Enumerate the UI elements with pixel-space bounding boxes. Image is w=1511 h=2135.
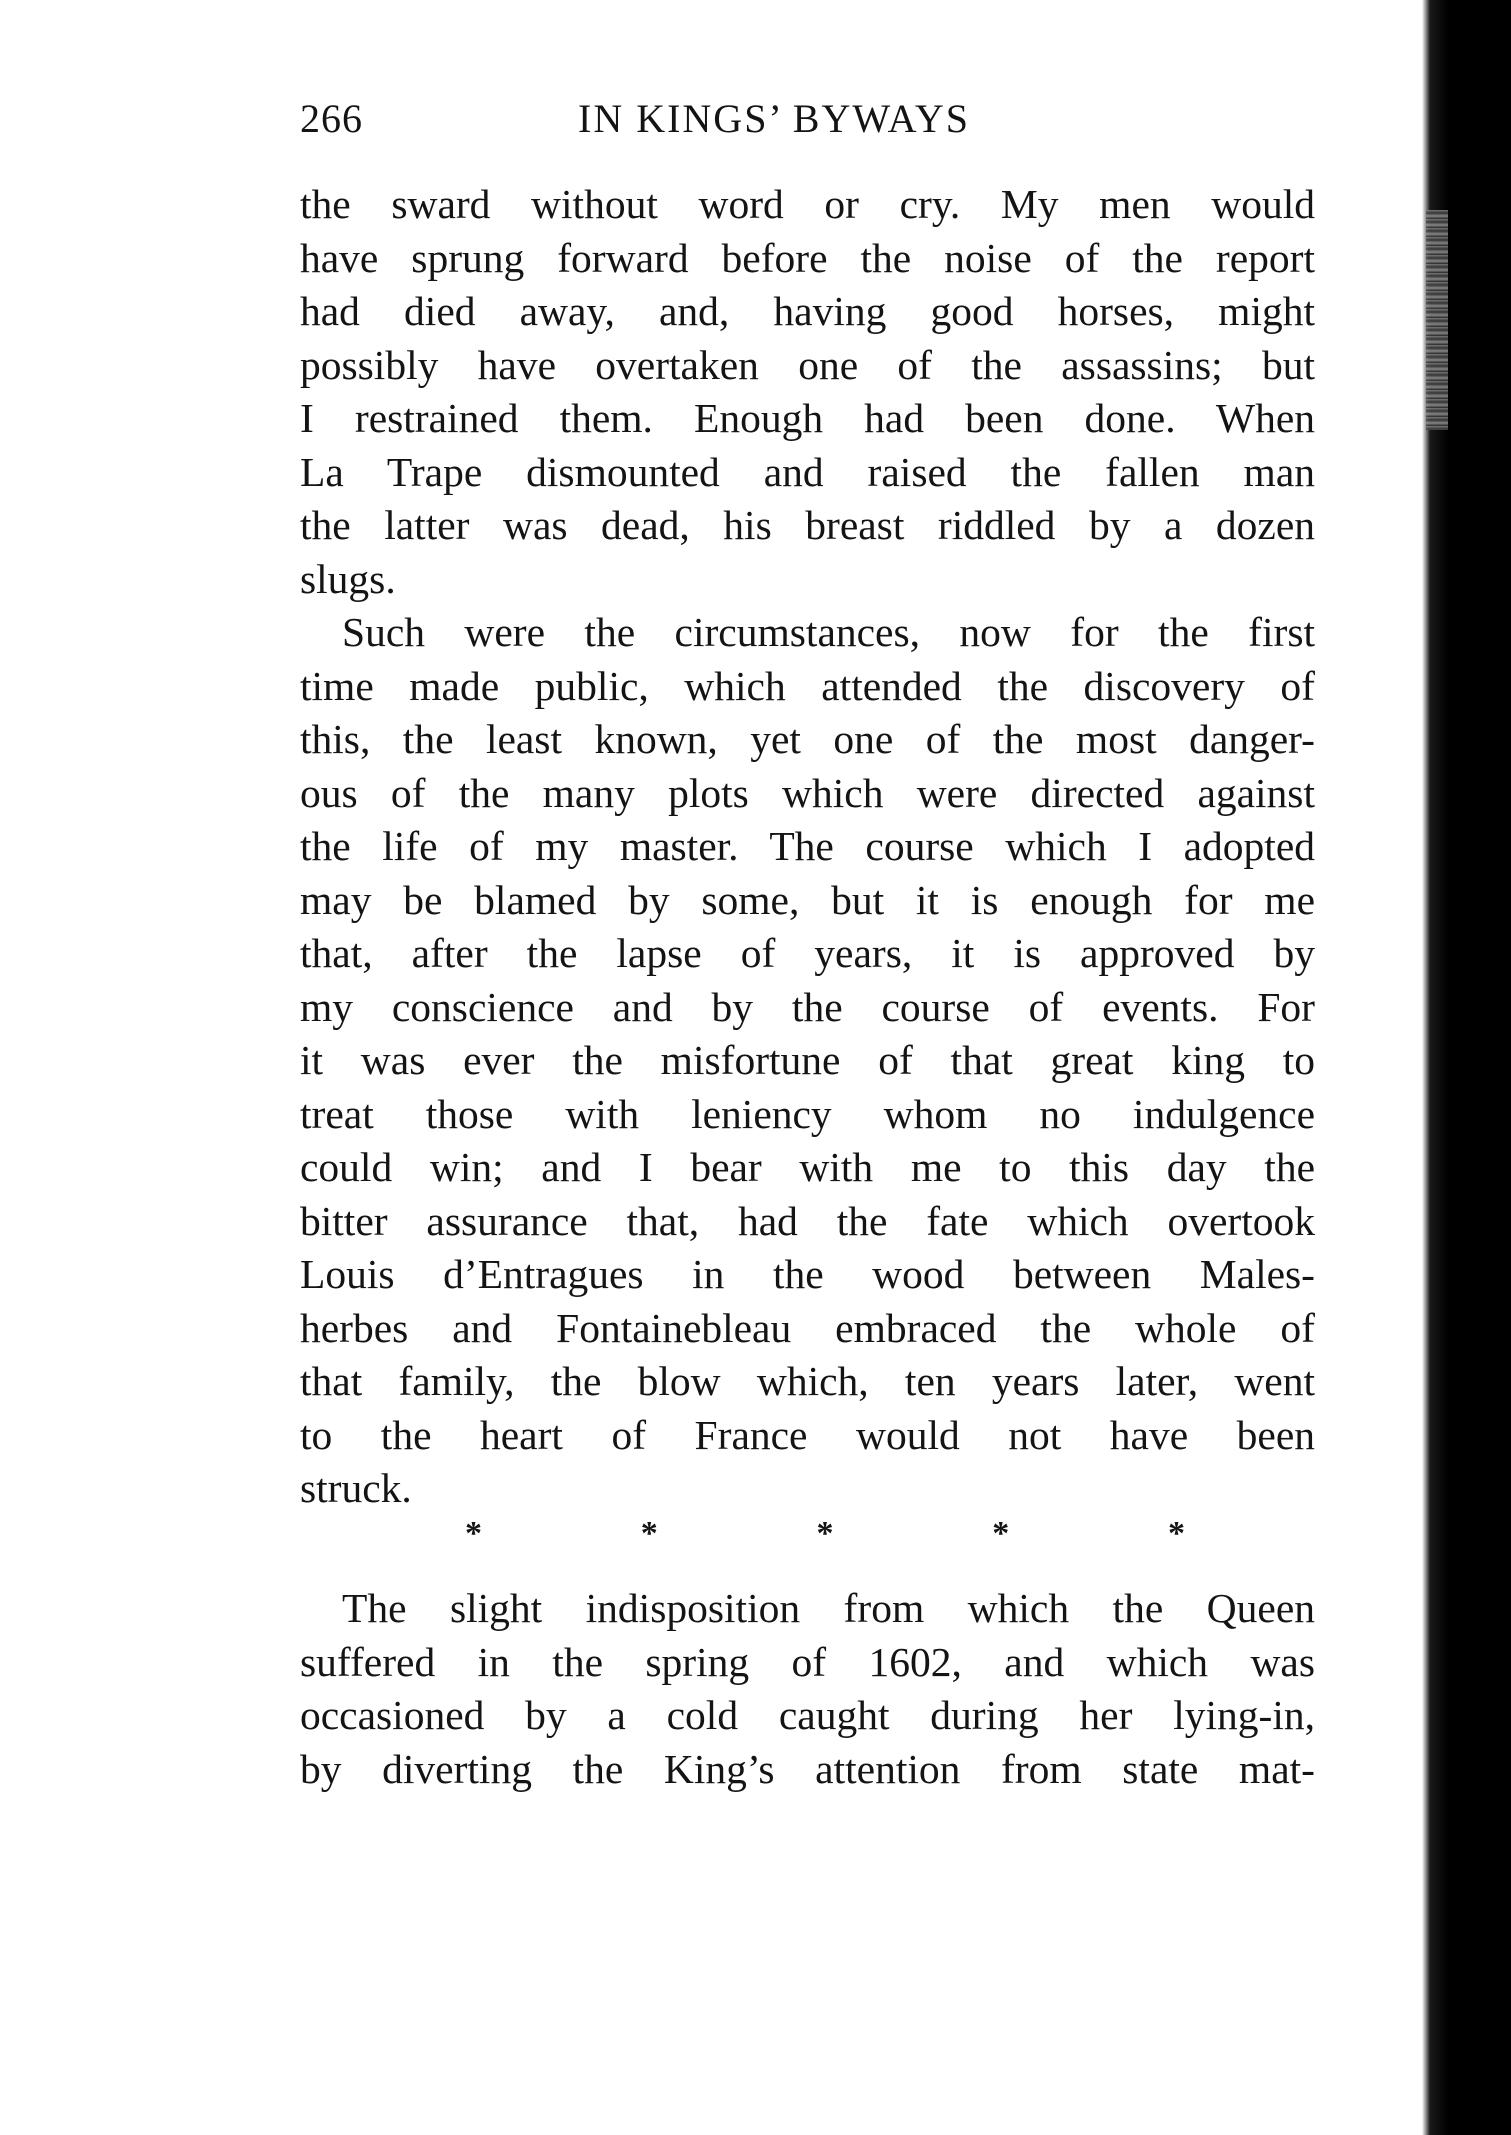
text-line: La Trape dismounted and raised the fallen man — [300, 448, 1315, 495]
separator-asterisk: * — [992, 1515, 1010, 1552]
text-line: time made public, which attended the discovery of — [300, 662, 1315, 709]
paragraph-1 — [300, 178, 1315, 606]
text-line: struck. — [300, 1465, 412, 1511]
separator-asterisk: * — [640, 1515, 658, 1552]
text-line: herbes and Fontainebleau embraced the whole of — [300, 1304, 1315, 1351]
body-text — [300, 178, 1315, 1516]
section-separator — [465, 1515, 1185, 1555]
running-head: IN KINGS’ BYWAYS — [578, 96, 971, 141]
page-header — [300, 95, 1320, 155]
text-line: that family, the blow which, ten years later, went — [300, 1358, 1315, 1404]
paragraph-2 — [300, 606, 1315, 1516]
separator-asterisk: * — [816, 1515, 834, 1552]
text-line: The slight indisposition from which the Queen — [342, 1585, 1315, 1631]
text-line: may be blamed by some, but it is enough for me — [300, 876, 1315, 923]
text-line: by diverting the King’s attention from state mat- — [300, 1745, 1315, 1792]
separator-asterisk: * — [1168, 1515, 1185, 1552]
text-line: that, after the lapse of years, it is approved by — [300, 930, 1315, 976]
separator-asterisk: * — [465, 1515, 482, 1552]
text-line: Such were the circumstances, now for the first — [342, 609, 1315, 655]
paragraph-3 — [300, 1582, 1315, 1796]
text-line: it was ever the misfortune of that great king to — [300, 1037, 1315, 1083]
text-line: had died away, and, having good horses, might — [300, 288, 1315, 334]
text-line: ous of the many plots which were directed against — [300, 769, 1315, 816]
text-line: to the heart of France would not have been — [300, 1411, 1315, 1458]
body-text-continued — [300, 1582, 1315, 1796]
text-line: bitter assurance that, had the fate which overtook — [300, 1197, 1315, 1244]
text-line: I restrained them. Enough had been done. When — [300, 395, 1315, 441]
text-line: treat those with leniency whom no indulgence — [300, 1090, 1315, 1137]
text-line: the latter was dead, his breast riddled by a dozen — [300, 502, 1315, 548]
text-line: slugs. — [300, 555, 396, 602]
text-line: Louis d’Entragues in the wood between Males- — [300, 1251, 1315, 1297]
text-line: possibly have overtaken one of the assassins; but — [300, 341, 1315, 388]
text-line: the life of my master. The course which I adopted — [300, 823, 1315, 869]
binding-texture — [1426, 210, 1448, 430]
text-line: this, the least known, yet one of the most danger- — [300, 716, 1315, 762]
text-line: the sward without word or cry. My men would — [300, 181, 1315, 227]
text-line: could win; and I bear with me to this day the — [300, 1144, 1315, 1190]
text-line: have sprung forward before the noise of the report — [300, 234, 1315, 281]
text-line: occasioned by a cold caught during her lying-in, — [300, 1692, 1315, 1738]
page-number: 266 — [300, 96, 363, 141]
text-line: my conscience and by the course of events. For — [300, 983, 1315, 1030]
text-line: suffered in the spring of 1602, and which was — [300, 1638, 1315, 1685]
